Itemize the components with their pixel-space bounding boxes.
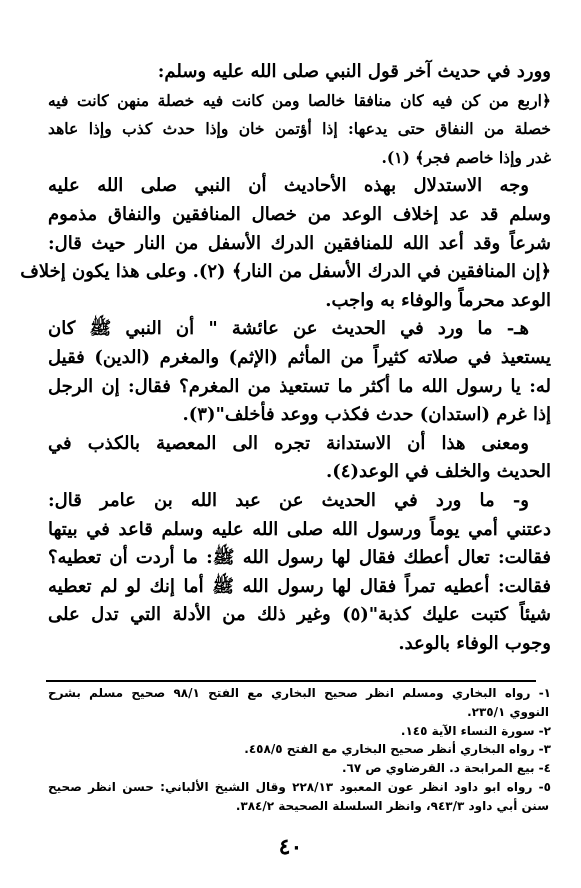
footnote-line: ١- رواه البخاري ومسلم انظر صحيح البخاري مع الفتح ٩٨/١ صحيح مسلم بشرح bbox=[48, 686, 551, 700]
text-line: له: يا رسول الله ما أكثر ما تستعيذ من المغرم؟ فقال: إن الرجل bbox=[48, 375, 551, 397]
hadith-line: خصلة من النفاق حتى يدعها: إذا أؤتمن خان وإذا حدث كذب وإذا عاهد bbox=[48, 119, 551, 139]
text-line: فقالت: تعال أعطك فقال لها رسول الله ﷺ: ما أردت أن تعطيه؟ bbox=[48, 547, 551, 569]
hadith-line: غدر وإذا خاصم فجر﴾ (١). bbox=[381, 147, 551, 167]
text-line: ومعنى هذا أن الاستدانة تجره الى المعصية بالكذب في bbox=[48, 432, 529, 454]
text-line: وجه الاستدلال بهذه الأحاديث أن النبي صلى الله عليه bbox=[48, 175, 529, 197]
footnote-line: ٤- بيع المرابحة د. القرضاوي ص ٦٧. bbox=[341, 761, 551, 776]
main-text bbox=[20, 58, 551, 658]
text-line: شيئاً كتبت عليك كذبة"(٥) وغير ذلك من الأدلة التي تدل على bbox=[48, 604, 551, 626]
text-line: وورد في حديث آخر قول النبي صلى الله عليه وسلم: bbox=[157, 61, 551, 82]
footnote-line: سنن أبي داود ٩٤٣/٣، وانظر السلسلة الصحيحة ٣٨٤/٢. bbox=[235, 798, 549, 813]
text-line: الوعد محرماً والوفاء به واجب. bbox=[325, 289, 551, 311]
footnotes bbox=[48, 684, 551, 816]
footnote-separator bbox=[46, 680, 536, 682]
text-line: و- ما ورد في الحديث عن عبد الله بن عامر قال: bbox=[48, 489, 529, 511]
footnote-line: ٢- سورة النساء الآية ١٤٥. bbox=[400, 723, 551, 738]
text-line: وسلم قد عد إخلاف الوعد من خصال المنافقين والنفاق مذموم bbox=[48, 203, 551, 225]
text-line: فقالت: أعطيه تمراً فقال لها رسول الله ﷺ أما إنك لو لم تعطيه bbox=[48, 575, 551, 597]
footnote-line: النووي ٢٣٥/١. bbox=[467, 704, 549, 719]
footnote-line: ٥- رواه ابو داود انظر عون المعبود ٢٢٨/١٣ وقال الشيخ الألباني: حسن انظر صحيح bbox=[48, 779, 551, 794]
text-line: هـ- ما ورد في الحديث عن عائشة " أن النبي ﷺ كان bbox=[48, 318, 529, 340]
quran-quote-line: ﴿إن المنافقين في الدرك الأسفل من النار﴾ (٢). وعلى هذا يكون إخلاف bbox=[20, 261, 551, 283]
page-number: ٤٠ bbox=[278, 834, 303, 860]
text-line: وجوب الوفاء بالوعد. bbox=[398, 632, 551, 654]
text-line: دعتني أمي يوماً ورسول الله صلى الله عليه وسلم قاعد في بيتها bbox=[48, 518, 551, 540]
hadith-line: ﴿اربع من كن فيه كان منافقا خالصا ومن كانت فيه خصلة منهن كانت فيه bbox=[48, 90, 551, 110]
text-line: شرعاً وقد أعد الله للمنافقين الدرك الأسفل من النار حيث قال: bbox=[48, 232, 551, 254]
footnote-line: ٣- رواه البخاري أنظر صحيح البخاري مع الفتح ٤٥٨/٥. bbox=[244, 742, 551, 757]
text-line: يستعيذ في صلاته كثيراً من المأثم (الإثم) والمغرم (الدين) فقيل bbox=[48, 346, 551, 368]
text-line: الحديث والخلف في الوعد(٤). bbox=[326, 461, 551, 483]
text-line: إذا غرم (استدان) حدث فكذب ووعد فأخلف"(٣). bbox=[182, 404, 551, 426]
